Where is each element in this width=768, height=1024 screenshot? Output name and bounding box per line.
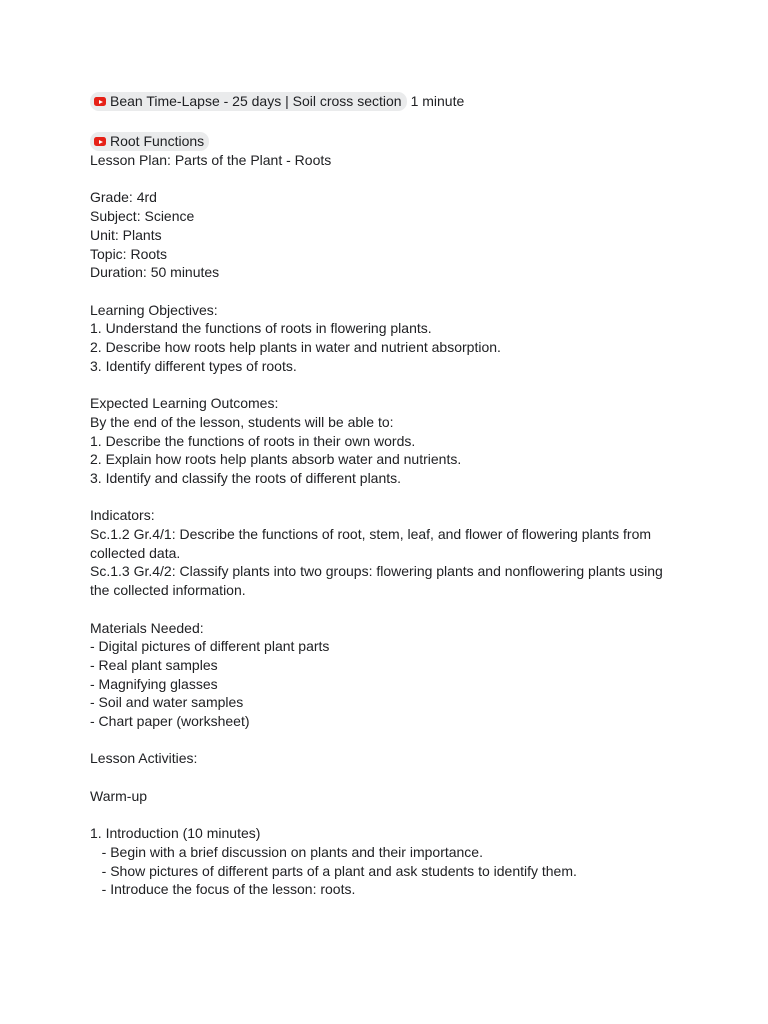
video-duration: 1 minute — [410, 93, 465, 109]
text-line: Learning Objectives: — [90, 301, 218, 318]
text-line: Indicators: — [90, 507, 155, 524]
text-line: Subject: Science — [90, 208, 195, 225]
text-line: 1. Introduction (10 minutes) — [90, 825, 261, 842]
blank-line — [90, 731, 680, 750]
text-line: 1. Describe the functions of roots in their own words. — [90, 432, 416, 449]
text-line: Lesson Plan: Parts of the Plant - Roots — [90, 152, 332, 168]
text-line: - Begin with a brief discussion on plants and their importance. — [90, 843, 483, 860]
youtube-icon — [94, 97, 106, 106]
text-line: - Show pictures of different parts of a plant and ask students to identify them. — [90, 862, 577, 879]
text-line: - Real plant samples — [90, 656, 218, 673]
text-line: - Soil and water samples — [90, 694, 244, 711]
text-line: Unit: Plants — [90, 226, 162, 243]
blank-line — [90, 806, 680, 825]
video-link-chip[interactable] — [90, 132, 209, 151]
text-line: - Introduce the focus of the lesson: roots. — [90, 881, 356, 898]
text-line: - Magnifying glasses — [90, 675, 218, 692]
text-line: Topic: Roots — [90, 245, 168, 262]
text-line: 2. Explain how roots help plants absorb water and nutrients. — [90, 451, 462, 468]
text-line: Expected Learning Outcomes: — [90, 395, 279, 412]
blank-line — [90, 375, 680, 394]
text-line: Sc.1.3 Gr.4/2: Classify plants into two groups: flowering plants and nonflowering plants using — [90, 563, 663, 580]
text-line: - Chart paper (worksheet) — [90, 713, 250, 730]
video-link-title[interactable]: Bean Time-Lapse - 25 days | Soil cross section — [110, 93, 402, 109]
video-link-row — [90, 132, 680, 151]
text-line: - Digital pictures of different plant parts — [90, 638, 330, 655]
text-line: 3. Identify and classify the roots of different plants. — [90, 469, 402, 486]
text-line: Materials Needed: — [90, 619, 204, 636]
text-line: Grade: 4rd — [90, 189, 157, 206]
text-line: Duration: 50 minutes — [90, 264, 220, 281]
youtube-icon — [94, 137, 106, 146]
text-line: the collected information. — [90, 582, 246, 599]
blank-line — [90, 282, 680, 301]
blank-line — [90, 600, 680, 619]
spacer — [90, 111, 680, 132]
text-line: 2. Describe how roots help plants in water and nutrient absorption. — [90, 339, 501, 355]
text-line: Sc.1.2 Gr.4/1: Describe the functions of root, stem, leaf, and flower of flowering plants from — [90, 526, 652, 542]
text-line: collected data. — [90, 544, 181, 561]
text-line: 1. Understand the functions of roots in flowering plants. — [90, 320, 432, 337]
video-link-chip[interactable] — [90, 92, 407, 111]
blank-line — [90, 488, 680, 507]
lesson-plan-text — [90, 151, 680, 899]
document-body — [90, 92, 680, 899]
text-line: Warm-up — [90, 787, 148, 804]
text-line: Lesson Activities: — [90, 750, 198, 767]
video-link-title[interactable]: Root Functions — [110, 133, 205, 149]
video-link-row — [90, 92, 680, 111]
text-line: 3. Identify different types of roots. — [90, 357, 297, 374]
text-line: By the end of the lesson, students will be able to: — [90, 413, 394, 430]
blank-line — [90, 170, 680, 189]
blank-line — [90, 768, 680, 787]
